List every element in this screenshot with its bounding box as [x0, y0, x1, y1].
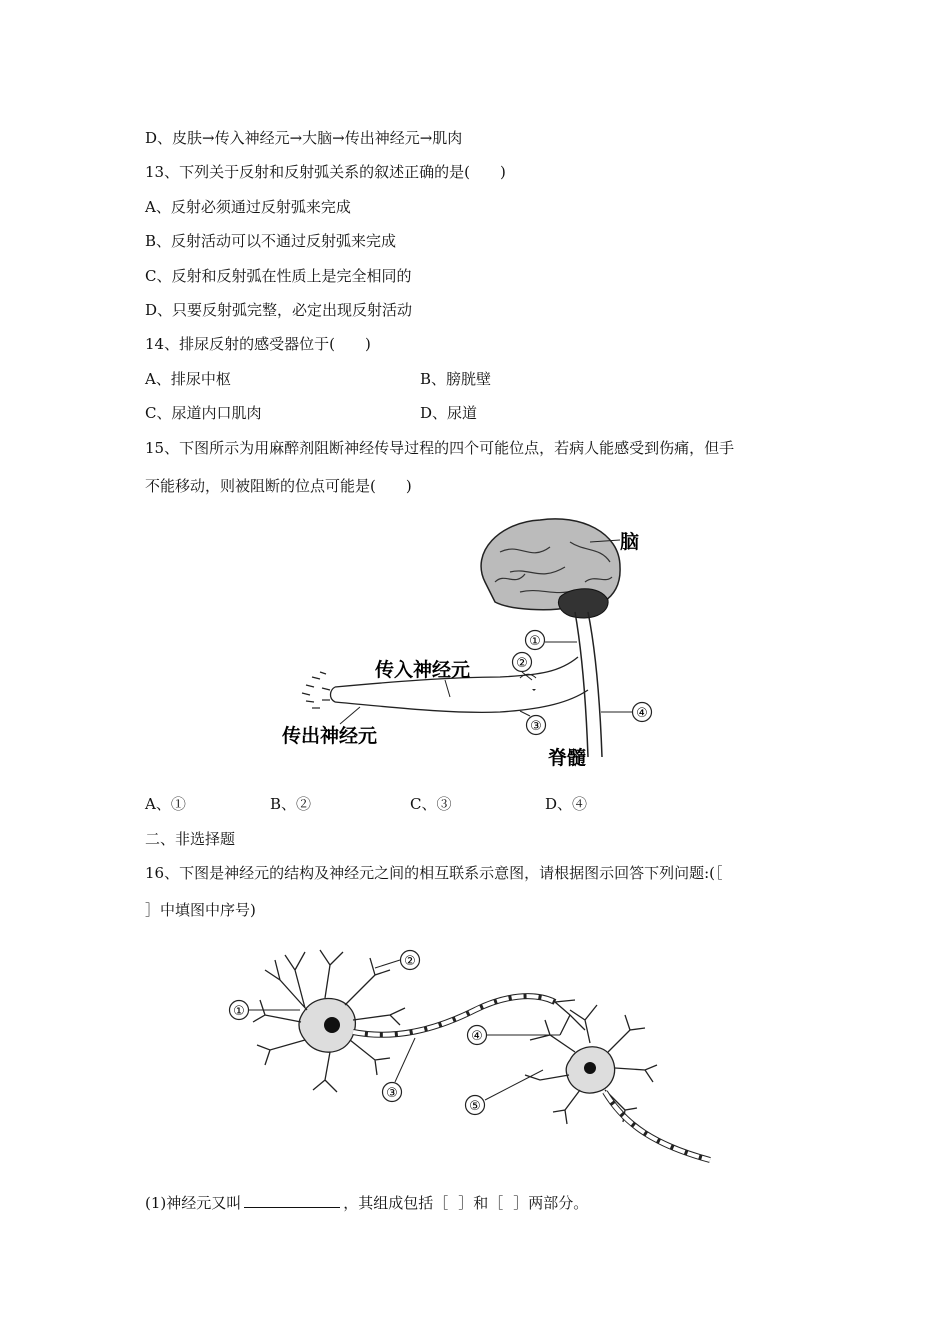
neuron-figure	[225, 940, 720, 1175]
label-brain: 脑	[620, 531, 640, 553]
q14-option-a: A、排尿中枢	[145, 370, 231, 388]
marker-5: ⑤	[469, 1099, 481, 1114]
marker-4: ④	[636, 706, 648, 721]
efferent-neuron-path	[335, 690, 588, 712]
q16-sub1-text-c: ］和［	[458, 1194, 504, 1212]
q13-option-a: A、反射必须通过反射弧来完成	[145, 198, 351, 216]
label-efferent: 传出神经元	[282, 725, 378, 747]
q14-option-d: D、尿道	[420, 404, 478, 422]
q15-option-d: D、④	[545, 795, 588, 813]
marker-3: ③	[386, 1086, 398, 1101]
reflex-arc-figure	[270, 512, 690, 782]
q16-stem-line1: 16、下图是神经元的结构及神经元之间的相互联系示意图，请根据图示回答下列问题:(［	[145, 864, 723, 882]
q14-option-b: B、膀胱壁	[420, 370, 492, 388]
q13-option-b: B、反射活动可以不通过反射弧来完成	[145, 232, 397, 250]
label-spinal-cord: 脊髓	[548, 747, 587, 769]
marker-4: ④	[471, 1029, 483, 1044]
marker-2: ②	[516, 656, 528, 671]
q14-option-c: C、尿道内口肌肉	[145, 404, 262, 422]
q16-stem-line2: ］中填图中序号)	[145, 901, 256, 919]
q16-sub1-text-d: ］两部分。	[513, 1194, 589, 1212]
q15-stem-line2: 不能移动，则被阻断的位点可能是( )	[145, 477, 412, 495]
q13-stem: 13、下列关于反射和反射弧关系的叙述正确的是( )	[145, 163, 506, 181]
label-afferent: 传入神经元	[375, 659, 471, 681]
section-title: 二、非选择题	[145, 830, 236, 848]
marker-1: ①	[529, 634, 541, 649]
q16-sub1-text-b: ，其组成包括［	[343, 1194, 449, 1212]
answer-blank[interactable]	[244, 1193, 340, 1208]
q13-option-d: D、只要反射弧完整，必定出现反射活动	[145, 301, 413, 319]
q15-option-b: B、②	[270, 795, 312, 813]
q15-option-a: A、①	[145, 795, 186, 813]
q16-sub1	[145, 1193, 588, 1213]
marker-1: ①	[233, 1004, 245, 1019]
marker-3: ③	[530, 719, 542, 734]
q15-option-c: C、③	[410, 795, 452, 813]
q12-option-d: D、皮肤→传入神经元→大脑→传出神经元→肌肉	[145, 129, 463, 147]
q15-stem-line1: 15、下图所示为用麻醉剂阻断神经传导过程的四个可能位点，若病人能感受到伤痛，但手	[145, 439, 735, 457]
marker-2: ②	[404, 954, 416, 969]
q14-stem: 14、排尿反射的感受器位于( )	[145, 335, 371, 353]
q16-sub1-text-a: (1)神经元又叫	[145, 1194, 242, 1212]
nerve-endings	[302, 672, 330, 708]
q13-option-c: C、反射和反射弧在性质上是完全相同的	[145, 267, 412, 285]
brain-illustration	[481, 519, 620, 618]
